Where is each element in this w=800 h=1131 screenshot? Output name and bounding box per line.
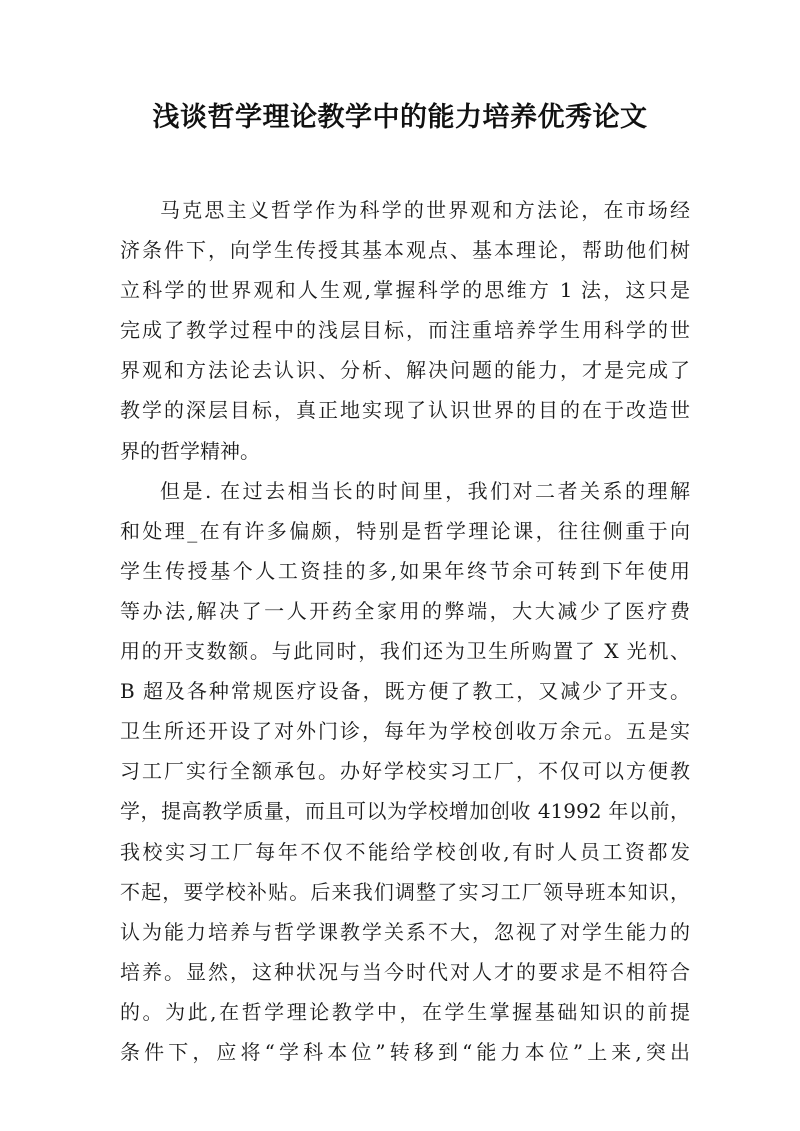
paragraph-line: 用的开支数额。与此同时，我们还为卫生所购置了 X 光机、 [120, 639, 690, 664]
paragraph-line: 的。为此,在哲学理论教学中，在学生掌握基础知识的前提 [120, 999, 690, 1024]
paragraph-line: 和处理_在有许多偏颇，特别是哲学理论课，往往侧重于向 [120, 518, 690, 543]
paragraph-line: 学生传授基个人工资挂的多,如果年终节余可转到下年使用 [120, 558, 690, 583]
paragraph-line: 我校实习工厂每年不仅不能给学校创收,有时人员工资都发 [120, 839, 690, 864]
paragraph-line: B 超及各种常规医疗设备，既方便了教工，又减少了开支。 [120, 679, 690, 704]
paragraph-line: 不起，要学校补贴。后来我们调整了实习工厂领导班本知识， [120, 879, 690, 904]
paragraph-line: 马克思主义哲学作为科学的世界观和方法论，在市场经 [160, 198, 690, 222]
paragraph-line: 习工厂实行全额承包。办好学校实习工厂，不仅可以方便教 [120, 759, 690, 784]
document-body [120, 190, 690, 1072]
paragraph-line: 培养。显然，这种状况与当今时代对人才的要求是不相符合 [120, 959, 690, 984]
paragraph-line: 卫生所还开设了对外门诊，每年为学校创收万余元。五是实 [120, 719, 690, 744]
paragraph-line: 但是. 在过去相当长的时间里，我们对二者关系的理解 [160, 478, 690, 503]
paragraph-line: 完成了教学过程中的浅层目标，而注重培养学生用科学的世 [120, 318, 690, 343]
paragraph-line: 界观和方法论去认识、分析、解决问题的能力，才是完成了 [120, 358, 690, 383]
paragraph-line: 界的哲学精神。 [120, 438, 260, 463]
paragraph-line: 学，提高教学质量，而且可以为学校增加创收 41992 年以前， [120, 799, 690, 824]
paragraph-line: 等办法,解决了一人开药全家用的弊端，大大减少了医疗费 [120, 598, 690, 623]
paragraph-line: 济条件下，向学生传授其基本观点、基本理论，帮助他们树 [120, 238, 690, 263]
paragraph-line: 教学的深层目标，真正地实现了认识世界的目的在于改造世 [120, 398, 690, 423]
document-title: 浅谈哲学理论教学中的能力培养优秀论文 [152, 102, 648, 133]
paragraph-line: 立科学的世界观和人生观,掌握科学的思维方 1 法，这只是 [120, 278, 690, 303]
paragraph-line: 条件下，应将“学科本位”转移到“能力本位”上来,突出 [120, 1039, 690, 1064]
paragraph-line: 认为能力培养与哲学课教学关系不大，忽视了对学生能力的 [120, 919, 690, 944]
